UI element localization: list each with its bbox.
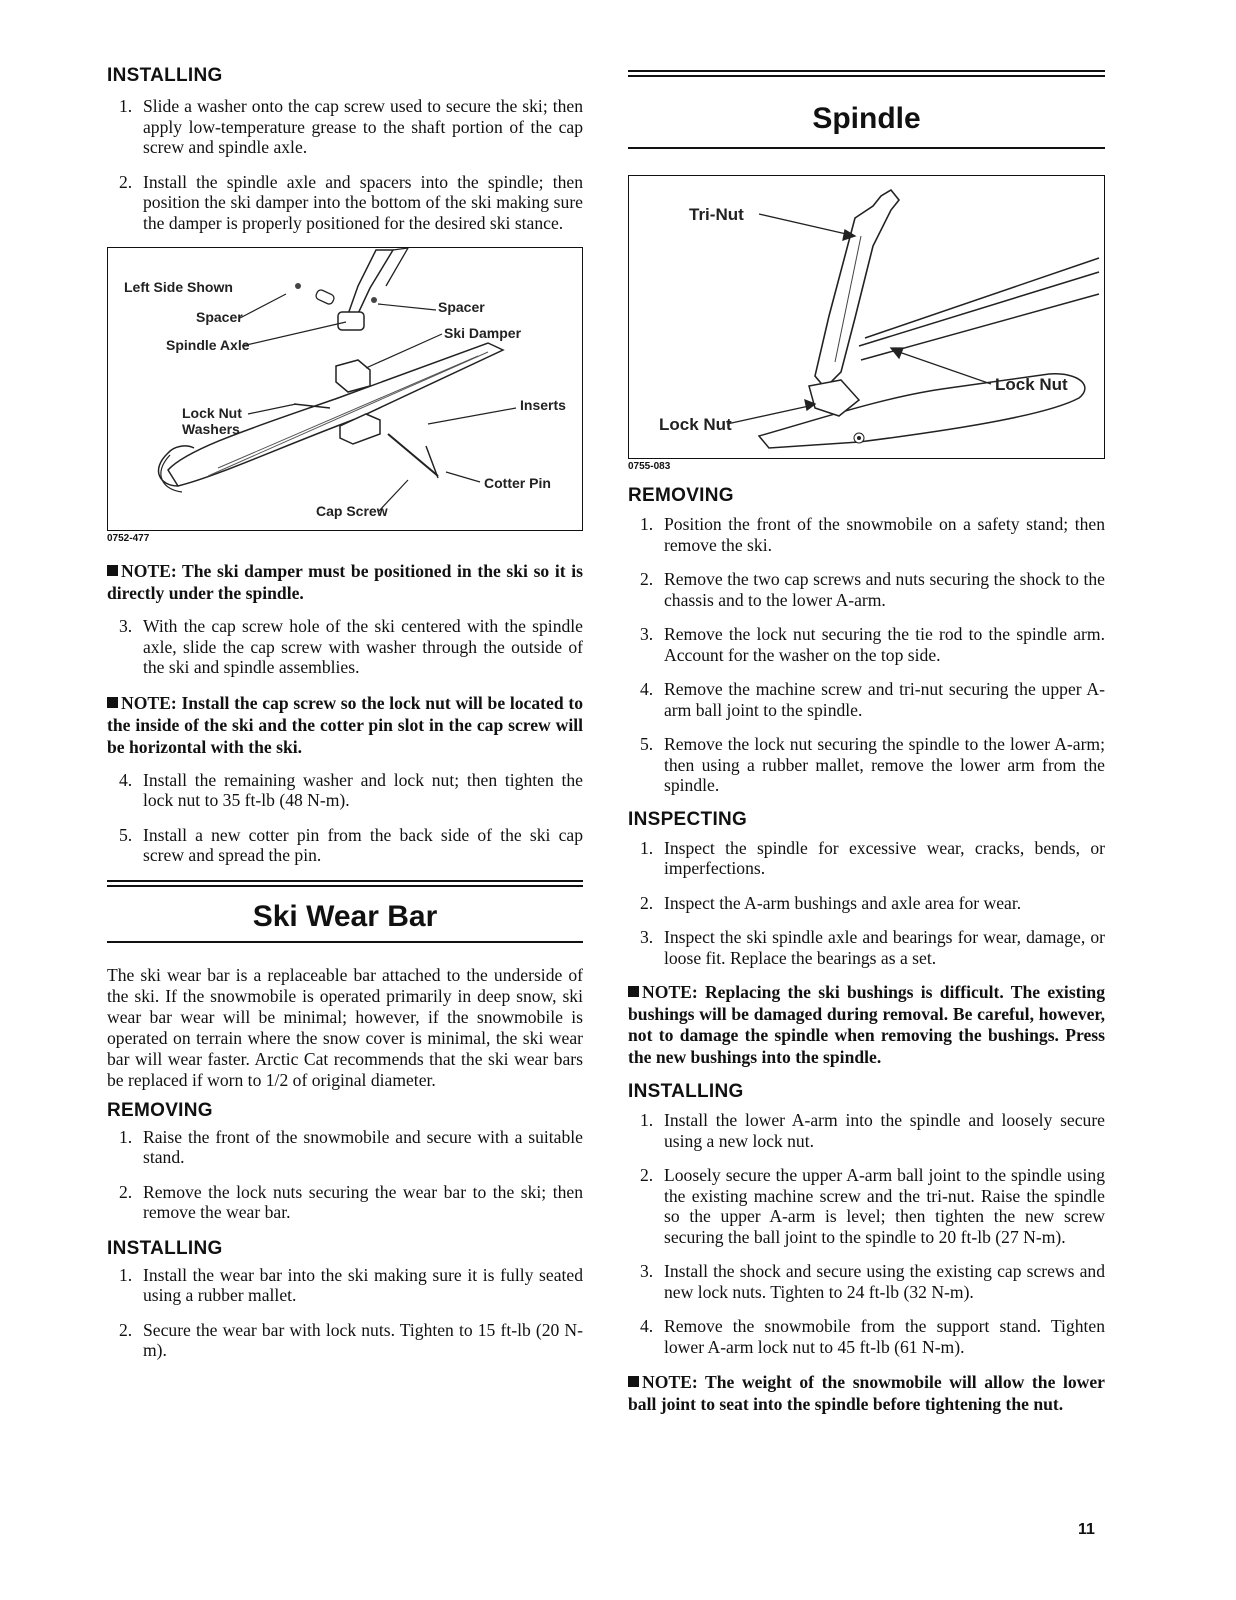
label-spindle-axle: Spindle Axle: [166, 337, 250, 353]
step-text: Loosely secure the upper A-arm ball joint to the spindle using the existing machine screw and the tri-nut. Raise the spindle so the upper A-arm is level; then tighten the new screw securing the ball joint to the spindle to 20 ft-lb (27 N-m).: [664, 1165, 1105, 1247]
list-item: [628, 927, 1105, 968]
step-number: 2.: [640, 1165, 654, 1185]
list-item: [107, 1320, 583, 1361]
step-number: 4.: [119, 769, 133, 790]
step-text: Inspect the ski spindle axle and bearings for wear, damage, or loose fit. Replace the bearings as a set.: [664, 927, 1105, 968]
ski-assembly-illustration: [108, 248, 582, 530]
list-item: [107, 172, 583, 234]
step-text: Remove the machine screw and tri-nut securing the upper A-arm ball joint to the spindle.: [664, 679, 1105, 720]
step-number: 1.: [640, 1110, 654, 1130]
step-text: Remove the two cap screws and nuts securing the shock to the chassis and to the lower A-arm.: [664, 569, 1105, 610]
step-number: 3.: [640, 927, 654, 947]
step-text: With the cap screw hole of the ski centered with the spindle axle, slide the cap screw with washer through the outside of the ski and spindle assemblies.: [143, 616, 583, 677]
list-item: [628, 1110, 1105, 1151]
label-spacer-left: Spacer: [196, 309, 243, 325]
label-cotter-pin: Cotter Pin: [484, 475, 551, 491]
step-number: 1.: [119, 96, 133, 116]
step-number: 1.: [640, 514, 654, 534]
step-text: Secure the wear bar with lock nuts. Tighten to 15 ft-lb (20 N-m).: [143, 1319, 583, 1360]
step-number: 5.: [640, 734, 654, 754]
section-header-ski-wear-bar: [107, 880, 583, 943]
note: NOTE: Replacing the ski bushings is difficult. The existing bushings will be damaged during removal. Be careful, however, not to damage the spindle when removing the bushings. Press the new bushings into the spindle.: [628, 982, 1105, 1067]
step-number: 3.: [640, 1261, 654, 1281]
step-text: Install the remaining washer and lock nut; then tighten the lock nut to 35 ft-lb (48 N-m).: [143, 769, 583, 810]
step-number: 3.: [119, 616, 133, 636]
step-number: 1.: [640, 837, 654, 858]
step-text: Remove the lock nuts securing the wear bar to the ski; then remove the wear bar.: [143, 1181, 583, 1222]
installing-heading: INSTALLING: [107, 1237, 223, 1259]
step-text: Install a new cotter pin from the back side of the ski cap screw and spread the pin.: [143, 824, 583, 865]
installing-heading: INSTALLING: [107, 65, 223, 86]
step-text: Position the front of the snowmobile on a safety stand; then remove the ski.: [664, 514, 1105, 555]
page-number: 11: [1078, 1521, 1095, 1538]
step-number: 4.: [640, 1316, 654, 1336]
list-item: [628, 838, 1105, 879]
installing-heading: INSTALLING: [628, 1081, 744, 1102]
installing-steps: [107, 1265, 583, 1361]
note-bullet-icon: [628, 986, 639, 997]
step-text: Slide a washer onto the cap screw used to secure the ski; then apply low-temperature grease to the shaft portion of the cap screw and spindle axle.: [143, 96, 583, 157]
note: NOTE: The ski damper must be positioned in the ski so it is directly under the spindle.: [107, 561, 583, 603]
note-bullet-icon: [107, 565, 118, 576]
spindle-figure: [628, 175, 1105, 459]
list-item: [628, 679, 1105, 720]
step-number: 5.: [119, 824, 133, 845]
section-title: Spindle: [812, 102, 921, 135]
note-bullet-icon: [107, 697, 118, 708]
list-item: [628, 569, 1105, 610]
label-lock-nut: Lock Nut: [182, 405, 242, 421]
removing-heading: REMOVING: [628, 485, 734, 506]
step-text: Inspect the A-arm bushings and axle area for wear.: [664, 892, 1022, 913]
step-number: 1.: [119, 1126, 133, 1147]
step-text: Install the spindle axle and spacers into the spindle; then position the ski damper into the bottom of the ski making sure the damper is properly positioned for the desired ski stance.: [143, 171, 583, 233]
step-number: 2.: [119, 171, 133, 192]
left-column: [107, 64, 583, 1375]
label-washers: Washers: [182, 421, 240, 437]
list-item: [628, 624, 1105, 665]
step-text: Inspect the spindle for excessive wear, cracks, bends, or imperfections.: [664, 837, 1105, 878]
list-item: [628, 514, 1105, 555]
ski-assembly-figure: [107, 247, 583, 531]
step-text: Remove the snowmobile from the support stand. Tighten lower A-arm lock nut to 45 ft-lb (61 N-m).: [664, 1316, 1105, 1357]
installing-steps-c: [107, 770, 583, 866]
label-spacer-right: Spacer: [438, 299, 485, 315]
list-item: [107, 96, 583, 158]
list-item: [107, 1127, 583, 1168]
label-lock-nut-right: Lock Nut: [995, 375, 1068, 394]
step-number: 3.: [640, 624, 654, 644]
inspecting-steps: [628, 838, 1105, 969]
list-item: [628, 1165, 1105, 1247]
section-title: Ski Wear Bar: [252, 899, 438, 933]
list-item: [628, 1261, 1105, 1302]
note: NOTE: The weight of the snowmobile will allow the lower ball joint to seat into the spindle before tightening the nut.: [628, 1372, 1105, 1414]
list-item: [628, 734, 1105, 796]
step-number: 1.: [119, 1264, 133, 1285]
list-item: [107, 825, 583, 866]
right-column: [628, 70, 1105, 1427]
list-item: [107, 1265, 583, 1306]
label-cap-screw: Cap Screw: [316, 503, 388, 519]
section-header-spindle: [628, 70, 1105, 149]
label-ski-damper: Ski Damper: [444, 325, 522, 341]
removing-heading: REMOVING: [107, 1099, 213, 1121]
note: NOTE: Install the cap screw so the lock nut will be located to the inside of the ski and the cotter pin slot in the cap screw will be horizontal with the ski.: [107, 692, 583, 757]
step-text: Raise the front of the snowmobile and secure with a suitable stand.: [143, 1126, 583, 1167]
installing-steps-a: [107, 96, 583, 233]
figure-number: 0752-477: [107, 533, 150, 544]
list-item: [628, 1316, 1105, 1357]
step-number: 4.: [640, 679, 654, 699]
section-body: The ski wear bar is a replaceable bar attached to the underside of the ski. If the snowmobile is operated primarily in deep snow, ski wear bar wear will be minimal; however, if the snowmobile is operated on terrain where the snow cover is minimal, the ski wear bar will wear faster. Arctic Cat recommends that the ski wear bars be replaced if worn to 1/2 of original diameter.: [107, 964, 583, 1090]
installing-steps-b: [107, 616, 583, 678]
step-text: Remove the lock nut securing the tie rod to the spindle arm. Account for the washer on the top side.: [664, 624, 1105, 665]
list-item: [628, 893, 1105, 914]
removing-steps: [628, 514, 1105, 796]
step-number: 2.: [119, 1319, 133, 1340]
step-number: 2.: [119, 1181, 133, 1202]
spindle-illustration: [629, 176, 1104, 458]
step-text: Install the lower A-arm into the spindle and loosely secure using a new lock nut.: [664, 1110, 1105, 1151]
step-text: Install the shock and secure using the existing cap screws and new lock nuts. Tighten to 24 ft-lb (32 N-m).: [664, 1261, 1105, 1302]
figure-number: 0755-083: [628, 461, 671, 472]
step-text: Install the wear bar into the ski making sure it is fully seated using a rubber mallet.: [143, 1264, 583, 1305]
note-bullet-icon: [628, 1376, 639, 1387]
label-left-side-shown: Left Side Shown: [124, 279, 233, 295]
installing-steps: [628, 1110, 1105, 1357]
list-item: [107, 1182, 583, 1223]
label-inserts: Inserts: [520, 397, 566, 413]
step-text: Remove the lock nut securing the spindle to the lower A-arm; then using a rubber mallet, remove the lower arm from the spindle.: [664, 734, 1105, 795]
label-tri-nut: Tri-Nut: [689, 205, 744, 224]
inspecting-heading: INSPECTING: [628, 808, 748, 830]
list-item: [107, 770, 583, 811]
label-lock-nut-left: Lock Nut: [659, 415, 732, 434]
step-number: 2.: [640, 892, 654, 913]
step-number: 2.: [640, 569, 654, 589]
list-item: [107, 616, 583, 678]
removing-steps: [107, 1127, 583, 1223]
